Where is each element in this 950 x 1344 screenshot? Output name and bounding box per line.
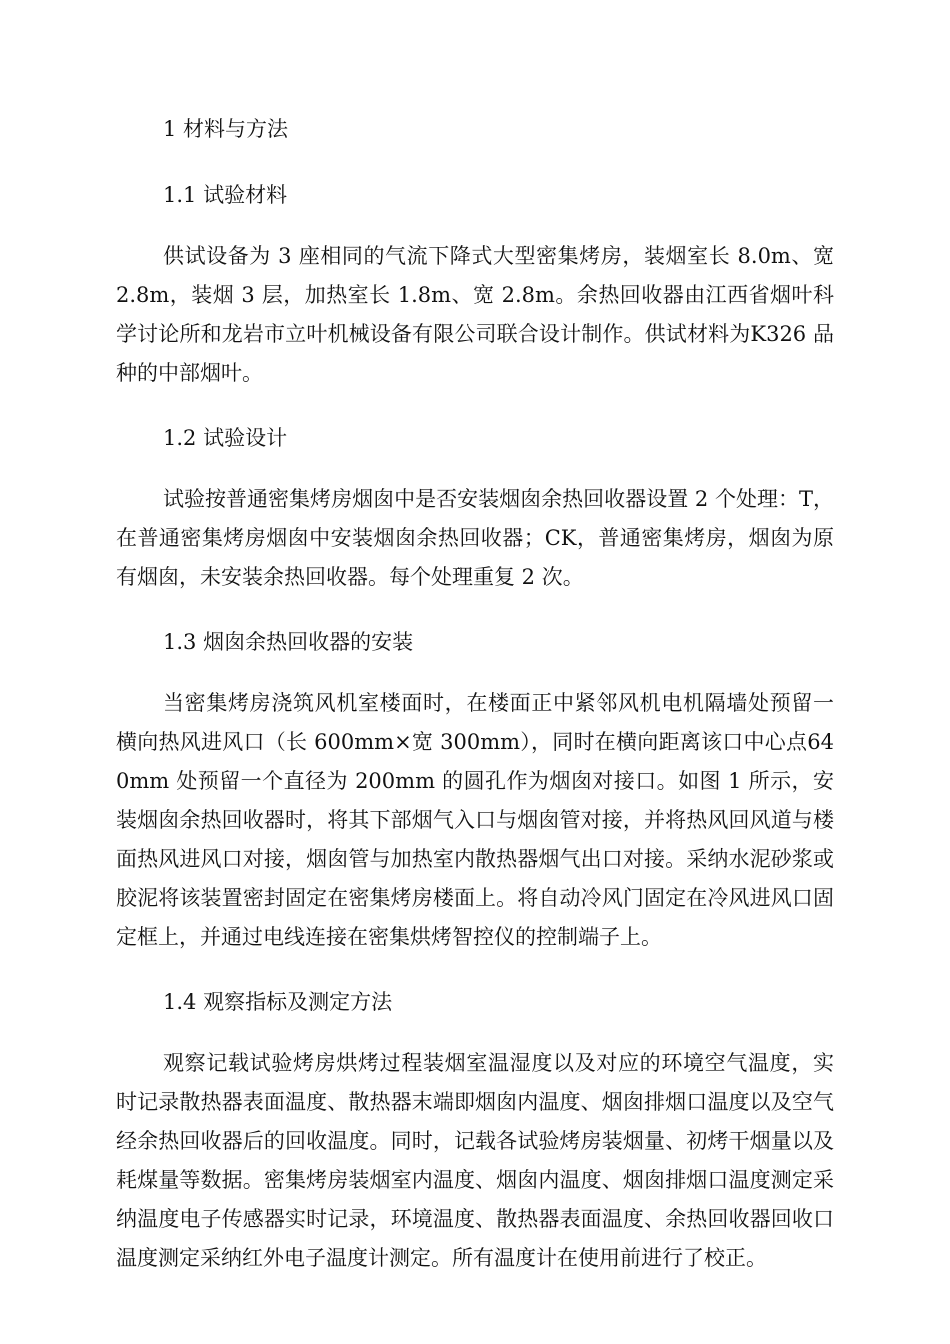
section-heading-test-materials: 1.1 试验材料 bbox=[163, 183, 288, 207]
section-heading-observation-methods: 1.4 观察指标及测定方法 bbox=[163, 990, 393, 1014]
paragraph-test-design: 试验按普通密集烤房烟囱中是否安装烟囱余热回收器设置 2 个处理：T，在普通密集烤房烟囱中安装烟囱余热回收器；CK，普通密集烤房，烟囱为原有烟囱，未安装余热回收器。每个处理重复 2 次。 bbox=[116, 487, 834, 589]
section-heading-installation: 1.3 烟囱余热回收器的安装 bbox=[163, 630, 414, 654]
document-body bbox=[116, 108, 834, 1278]
paragraph-observation-methods: 观察记载试验烤房烘烤过程装烟室温湿度以及对应的环境空气温度，实时记录散热器表面温度、散热器末端即烟囱内温度、烟囱排烟口温度以及空气经余热回收器后的回收温度。同时，记载各试验烤房装烟量、初烤干烟量以及耗煤量等数据。密集烤房装烟室内温度、烟囱内温度、烟囱排烟口温度测定采纳温度电子传感器实时记录，环境温度、散热器表面温度、余热回收器回收口温度测定采纳红外电子温度计测定。所有温度计在使用前进行了校正。 bbox=[116, 1051, 834, 1270]
paragraph-installation: 当密集烤房浇筑风机室楼面时，在楼面正中紧邻风机电机隔墙处预留一横向热风进风口（长 600mm×宽 300mm），同时在横向距离该口中心点640mm 处预留一个直径为 200mm 的圆孔作为烟囱对接口。如图 1 所示，安装烟囱余热回收器时，将其下部烟气入口与烟囱管对接，并将热风回风道与楼面热风进风口对接，烟囱管与加热室内散热器烟气出口对接。采纳水泥砂浆或胶泥将该装置密封固定在密集烤房楼面上。将自动冷风门固定在冷风进风口固定框上，并通过电线连接在密集烘烤智控仪的控制端子上。 bbox=[116, 691, 834, 949]
paragraph-test-materials: 供试设备为 3 座相同的气流下降式大型密集烤房，装烟室长 8.0m、宽 2.8m，装烟 3 层，加热室长 1.8m、宽 2.8m。余热回收器由江西省烟叶科学讨论所和龙岩市立叶机械设备有限公司联合设计制作。供试材料为K326 品种的中部烟叶。 bbox=[116, 244, 834, 385]
section-heading-test-design: 1.2 试验设计 bbox=[163, 426, 288, 450]
section-heading-materials-methods: 1 材料与方法 bbox=[163, 117, 289, 141]
